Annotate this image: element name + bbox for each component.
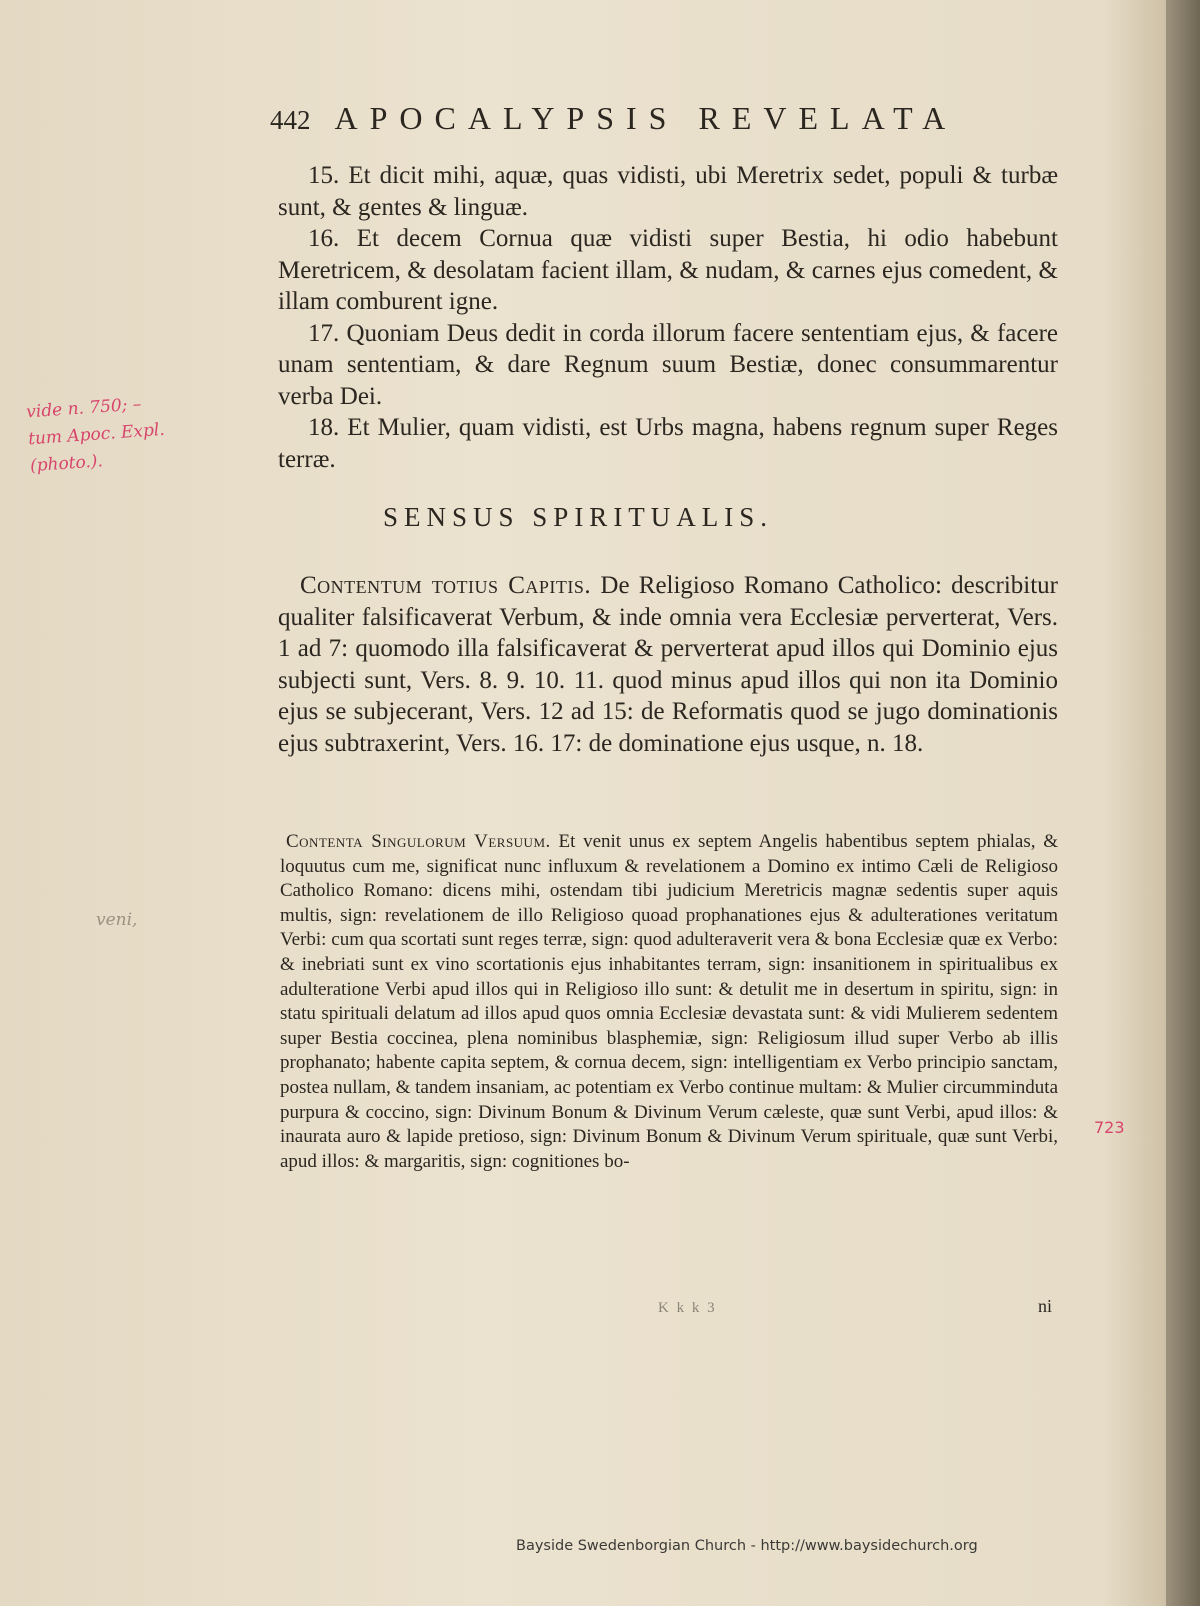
verse-15: 15. Et dicit mihi, aquæ, quas vidisti, ubi Meretrix sedet, populi & turbæ sunt, & gentes & linguæ. <box>278 162 1058 221</box>
pink-margin-note <box>25 385 240 480</box>
margin-note-line: vide n. 750; – <box>25 394 142 423</box>
margin-note-line: (photo.). <box>29 451 104 477</box>
verse-16: 16. Et decem Cornua quæ vidisti super Bestia, hi odio habebunt Meretricem, & desolatam facient illam, & nudam, & carnes ejus comedent, & illam comburent igne. <box>278 225 1058 315</box>
section-heading: SENSUS SPIRITUALIS. <box>383 502 774 532</box>
verse-17: 17. Quoniam Deus dedit in corda illorum facere sententiam ejus, & facere unam sententiam, & dare Regnum suum Bestiæ, donec consummarentur verba Dei. <box>278 319 1058 410</box>
running-title: APOCALYPSIS REVELATA <box>334 100 958 136</box>
page-edge-shadow <box>1166 0 1200 1606</box>
margin-note-line: tum Apoc. Expl. <box>27 419 166 450</box>
verse-block <box>278 160 1058 475</box>
footer-credit: Bayside Swedenborgian Church - http://www.baysidechurch.org <box>516 1538 978 1554</box>
pencil-margin-note: veni, <box>96 910 138 930</box>
page-number: 442 <box>270 105 311 135</box>
verse-contents-text: Et venit unus ex septem Angelis habentibus septem phialas, & loquutus cum me, significat nunc influxum & revelationem a Domino ex intimo Cæli de Religioso Catholico Romano: dicens mihi, ostendam tibi judicium Meretricis magnæ sedentis super aquis multis, sign: revelationem de illo Religioso quoad prophanationes ejus & adulterationes veritatum Verbi: cum qua scortati sunt reges terræ, sign: quod adulteraverit vera & bona Ecclesiæ quæ ex Verbo: & inebriati sunt ex vino scortationis ejus inhabitantes terram, sign: insanitionem in spiritualibus ex adulteratione Verbi apud illos qui in Religioso illo sunt: & detulit me in desertum in spiritu, sign: in statu spirituali delatum ad illos apud quos omnia Ecclesiæ devastata sunt: & vidi Mulierem sedentem super Bestia coccinea, plena nominibus blasphemiæ, sign: Religiosum illud super Verbo ab illis prophanato; habente capita septem, & cornua decem, sign: intelligentiam ex Verbo principio sanctam, postea nullam, & tandem insaniam, ac potentiam ex Verbo continue multam: & Mulier circumminduta purpura & coccino, sign: Divinum Bonum & Divinum Verum cæleste, quæ sunt Verbi, apud illos: & inaurata auro & lapide pretioso, sign: Divinum Bonum & Divinum Verum spirituale, quæ sunt Verbi, apud illos: & margaritis, sign: cognitiones bo- <box>280 831 1059 1172</box>
catchword: ni <box>1038 1296 1053 1316</box>
signature-mark: K k k 3 <box>658 1300 717 1316</box>
verse-18: 18. Et Mulier, quam vidisti, est Urbs magna, habens regnum super Reges terræ. <box>278 414 1058 473</box>
page-header <box>270 100 1050 137</box>
verse-contents-lead: Contenta Singulorum Versuum. <box>286 831 551 852</box>
red-margin-number: 723 <box>1094 1118 1125 1137</box>
chapter-contents-paragraph <box>278 570 1058 759</box>
chapter-contents-lead: Contentum totius Capitis. <box>300 572 592 599</box>
verse-contents-paragraph <box>280 830 1058 1174</box>
chapter-contents-text: De Religioso Romano Catholico: describitur qualiter falsificaverat Verbum, & inde omnia vera Ecclesiæ perverterat, Vers. 1 ad 7: quomodo illa falsificaverat & perverterat apud illos qui Dominio ejus subjecti sunt, Vers. 8. 9. 10. 11. quod minus apud illos qui non ita Dominio ejus se subjecerant, Vers. 12 ad 15: de Reformatis quod se jugo dominationis ejus subtraxerint, Vers. 16. 17: de dominatione ejus usque, n. 18. <box>278 572 1059 757</box>
